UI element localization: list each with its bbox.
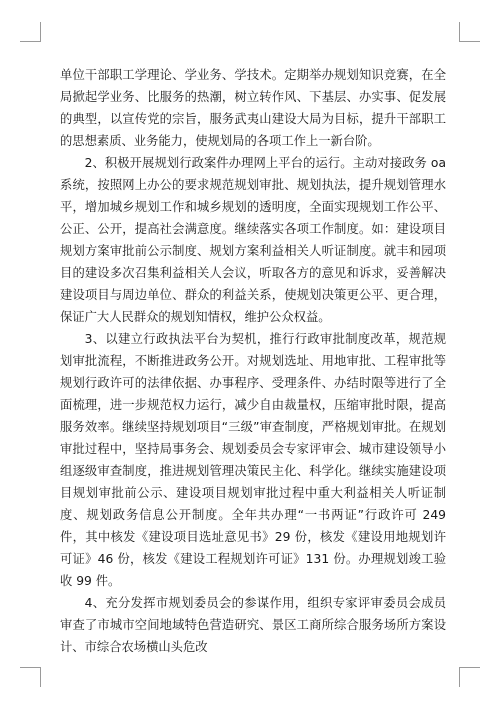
crop-mark-top-right-vertical <box>459 22 460 42</box>
crop-mark-bottom-right-vertical <box>459 667 460 687</box>
crop-mark-bottom-right-horizontal <box>460 667 480 668</box>
crop-mark-top-right-horizontal <box>460 41 480 42</box>
paragraph-item-3: 3、以建立行政执法平台为契机，推行行政审批制度改革，规范规划审批流程，不断推进政务公开。对规划选址、用地审批、工程审批等规划行政许可的法律依据、办事程序、受理条件、办结时限等进行了全面梳理，进一步规范权力运行，减少自由裁量权，压缩审批时限，提高服务效率。继续坚持规划项目“三级”审查制度，严格规划审批。在规划审批过程中，坚持局事务会、规划委员会专家评审会、城市建设领导小组逐级审查制度，推进规划管理决策民主化、科学化。继续实施建设项目规划审批前公示、建设项目规划审批过程中重大利益相关人听证制度、规划政务信息公开制度。全年共办理“一书两证”行政许可 249 件，其中核发《建设项目选址意见书》29 份，核发《建设用地规划许可证》46 份，核发《建设工程规划许可证》131 份。办理规划竣工验收 99 件。 <box>60 332 446 588</box>
crop-mark-bottom-left-horizontal <box>20 667 40 668</box>
crop-mark-bottom-left-vertical <box>40 667 41 687</box>
paragraph-continued: 单位干部职工学理论、学业务、学技术。定期举办规划知识竞赛，在全局掀起学业务、比服务的热潮，树立转作风、下基层、办实事、促发展的典型，以宣传党的宗旨，服务武夷山建设大局为目标，提升干部职工的思想素质、业务能力，使规划局的各项工作上一新台阶。 <box>60 68 446 148</box>
crop-mark-top-left-vertical <box>40 22 41 42</box>
crop-mark-top-left-horizontal <box>20 41 40 42</box>
paragraph-item-4: 4、充分发挥市规划委员会的参谋作用，组织专家评审委员会成员审查了市城市空间地域特色营造研究、景区工商所综合服务场所方案设计、市综合农场横山头危改 <box>60 596 446 654</box>
paragraph-item-2: 2、积极开展规划行政案件办理网上平台的运行。主动对接政务 oa 系统，按照网上办公的要求规范规划审批、规划执法，提升规划管理水平，增加城乡规划工作和城乡规划的透明度，全面实现规划工作公平、公正、公开，提高社会满意度。继续落实各项工作制度。如：建设项目规划方案审批前公示制度、规划方案利益相关人听证制度。就丰和园项目的建设多次召集利益相关人会议，听取各方的意见和诉求，妥善解决建设项目与周边单位、群众的利益关系，使规划决策更公平、更合理，保证广大人民群众的规划知情权，维护公众权益。 <box>60 156 446 324</box>
document-body <box>60 64 446 658</box>
